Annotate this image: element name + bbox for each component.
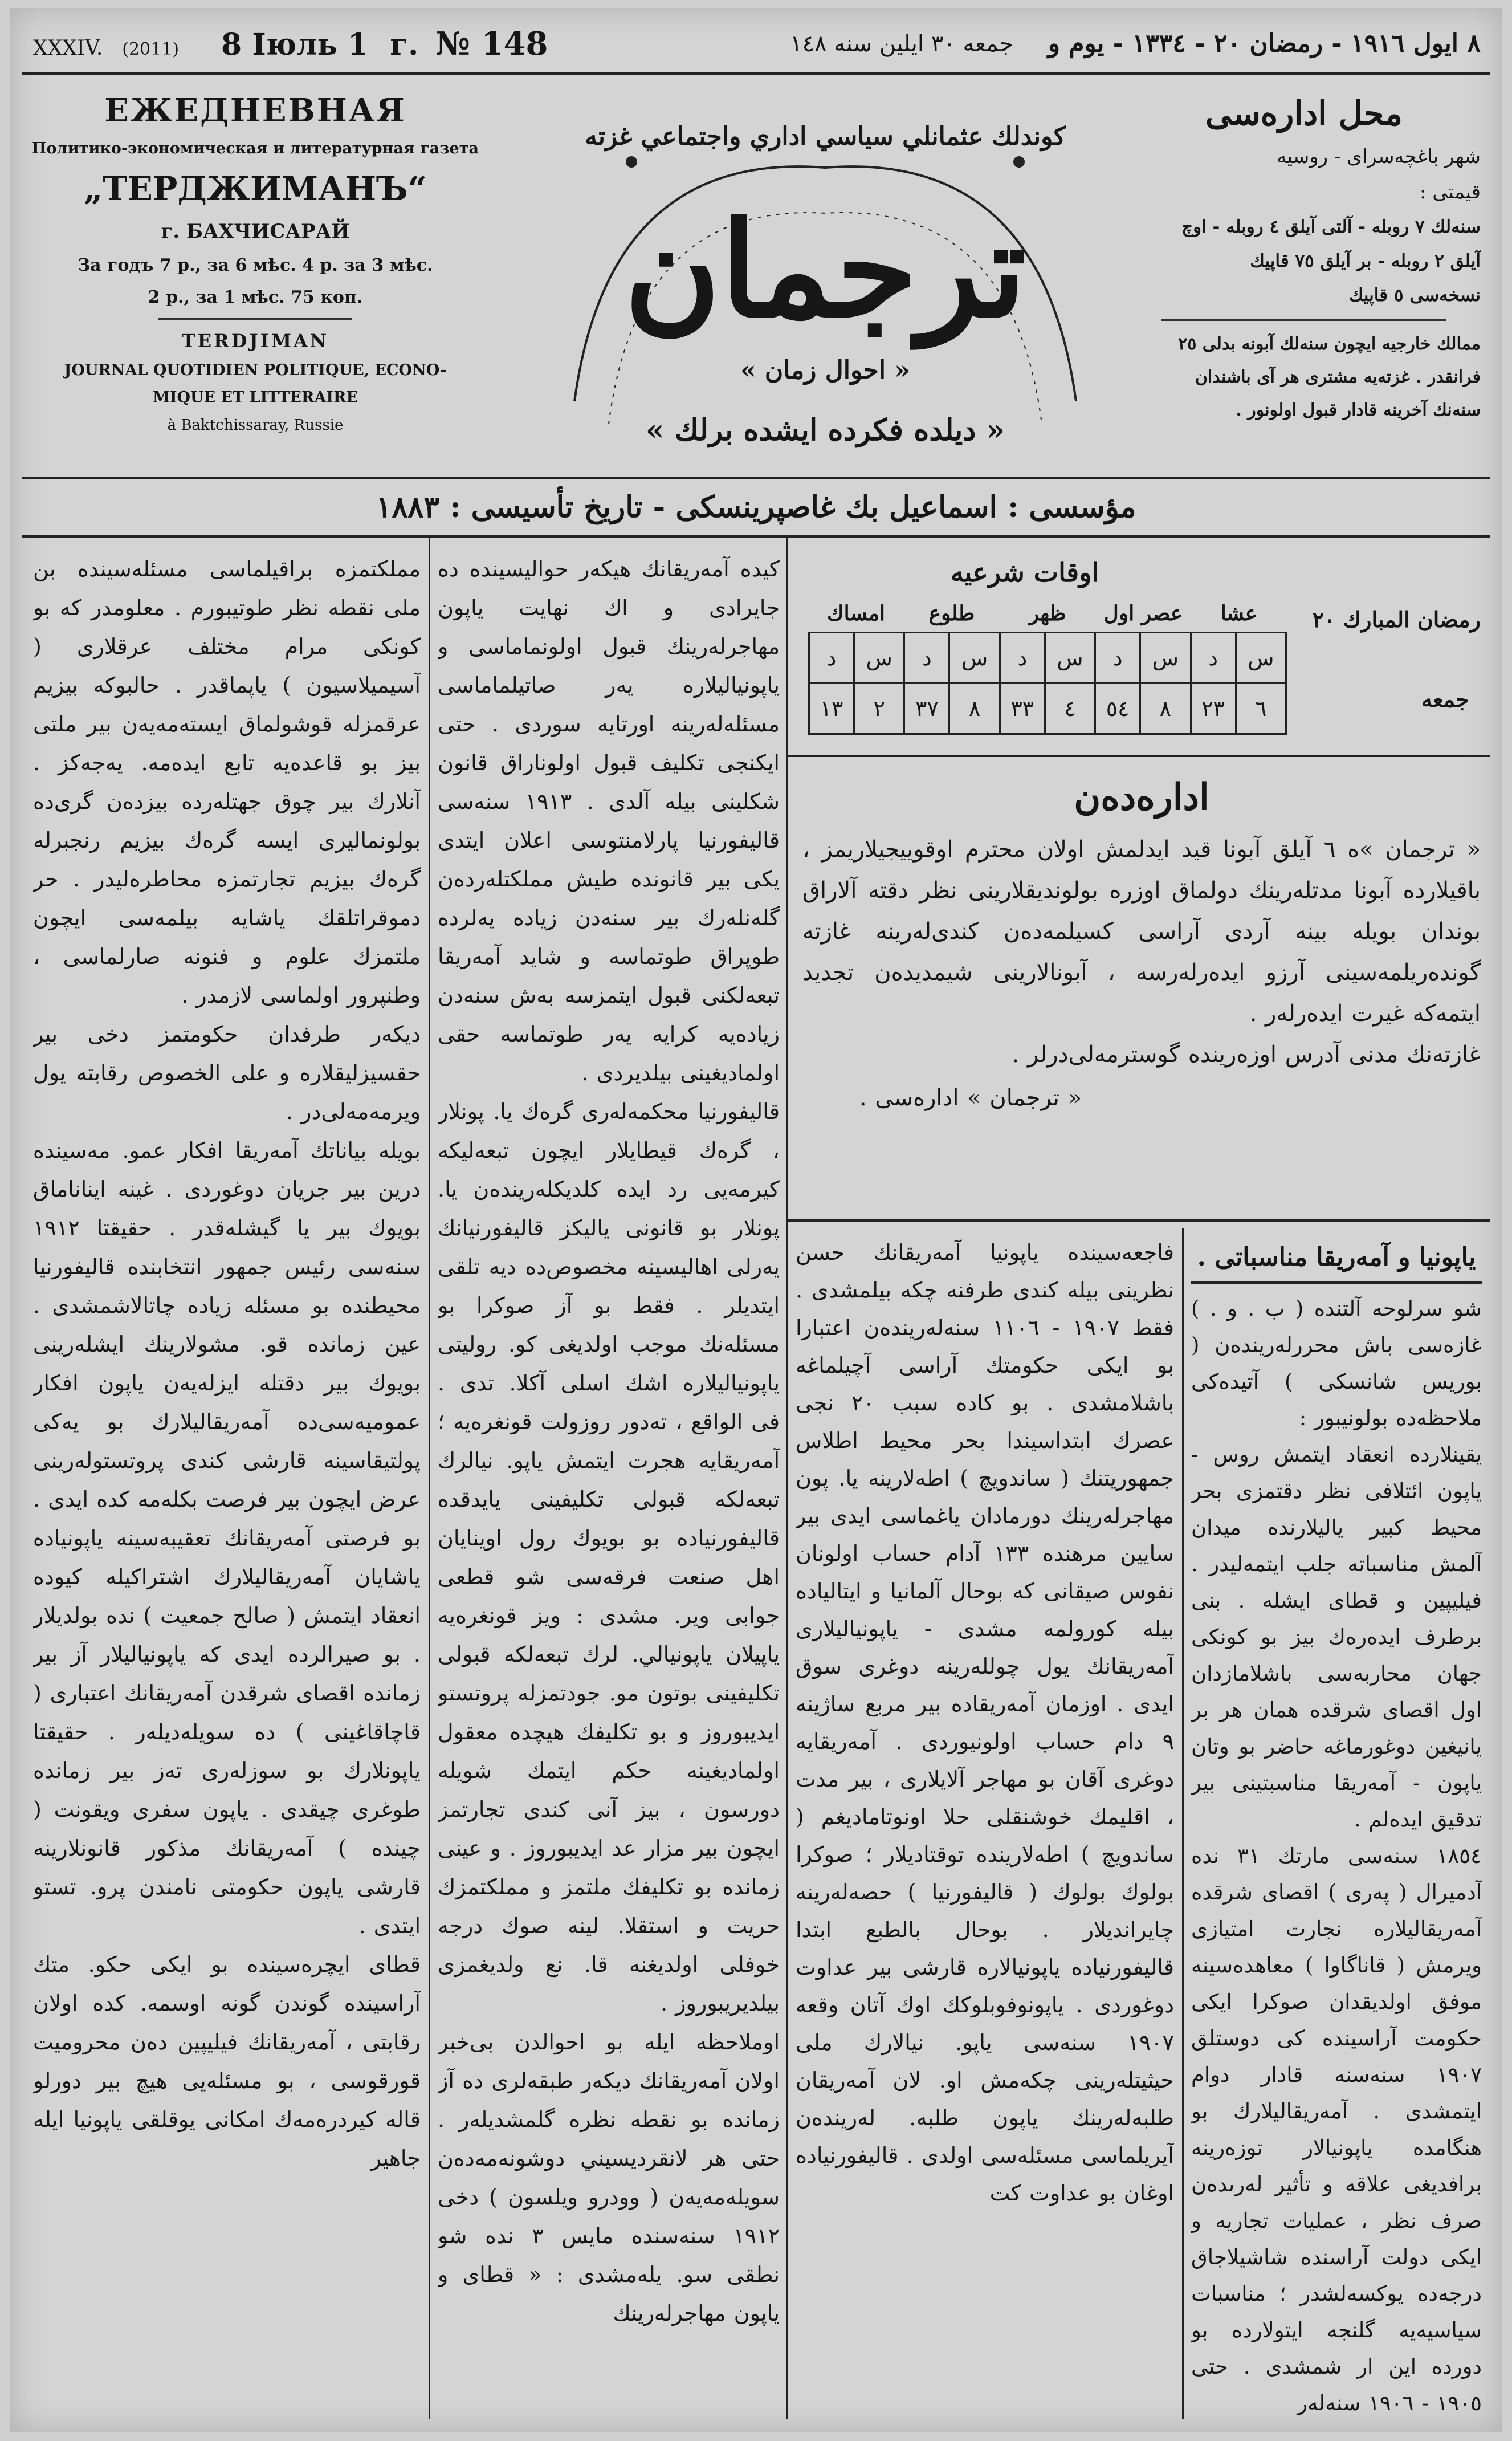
column-4-para-2: ديكەر طرفدان حكومتمز دخى بير حقسيزليقلاره و على الخصوص رقابته يول ويرمه‌مه‌لى‌در . bbox=[33, 1022, 421, 1124]
article-para-3: ١٨٥٤ سنه‌سى مارتك ٣١ نده آدميرال ( پەرى ) اقصاى شرقده آمه‌ريقاليلاره نجارت امتيازى ويرمش ( قاناگاوا ) معاهدەسينه موفق اولديقدان صوكرا ايكى حكومت آراسينده كى دوستلق ١٩٠٧ سنه‌سنه قادار دوام ايتمشدى . آمەريقاليلارك بو هنگامده ياپونيالار توزەرينه برافديغى علاقه و تأثير لەرىدەن صرف نظر ، عمليات تجاريه و ايكى دولت آراسنده شاشيلاجاق درجه‌ده يوكسه‌لشدر ؛ مناسبات سياسيه‌يه گلنجه ايتولارده بو دورده اين ار شمشدى . حتى ١٩٠٥ - ١٩٠٦ سنه‌لەر bbox=[1191, 1844, 1482, 2415]
header-imsak: امساك bbox=[826, 601, 886, 625]
price-title: قيمتى : bbox=[1419, 181, 1481, 204]
column-4-para-1: مملكتمزه براقيلماسى مسئلەسينده بن ملى نقطه نظر طوتيبورم . معلومدر كه بو كونكى مرام مختلف عرقلارى ( آسيميلاسيون ) ياپماقدر . حالبوكه بيزيم عرقمزله قوشولماق ايستەمه‌يەن بير ملتى بيز بو قاعدەيه تابع ايدەمه. يه‌جه‌كز . آنلارك بير چوق جهتلەرده بيزدەن گرى‌ده بولونماليرى ايسه گرەك بيزيم رنجبرله گرەك بيزيم تجارتمزه محاطرەليدر . حر دموقراتلقك ياشايه بيلمه‌سى ايچون ملتمزك علوم و فنونه صارلماسى ، وطنپرور اولماسى لازمدر . bbox=[33, 556, 421, 1008]
office-title: محل ادارەسى bbox=[1205, 94, 1403, 133]
dateline-right: ٨ ايول ١٩١٦ - رمضان ٢٠ - ١٣٣٤ - يوم و bbox=[1048, 29, 1481, 58]
column-rule-3 bbox=[1182, 1228, 1184, 2419]
masthead-logo bbox=[540, 82, 1110, 481]
unit-cell: س bbox=[1236, 633, 1286, 684]
notice-rule-bottom bbox=[788, 1219, 1490, 1222]
masthead-price-ru-2: 2 р., за 1 мѣс. 75 коп. bbox=[148, 287, 363, 307]
price-line-1: سنه‌لك ٧ روبله - آلتى آيلق ٤ روبله - اوچ bbox=[1181, 217, 1481, 237]
masthead-daily: ЕЖЕДНЕВНАЯ bbox=[104, 92, 406, 129]
notice-body: « ترجمان »ه ٦ آيلق آبونا قيد ايدلمش اولان محترم اوقوييجيلاريمز ، باقيلارده آبونا مدتلەرينك دولماق اوزرە بولونديقلارينى نظر دقته آلاراق بوندان بويله بينه آردى آراسى كسيلمه‌دەن كندى‌لەرينه غازته گوندەريلمه‌سينى آرزو ايدەرلەرسه ، آبونالارينى شيمديدەن تجديد ايتمه‌كه غيرت ايدەرلەر . bbox=[802, 836, 1481, 1027]
article-para-1: شو سرلوحه آلتنده ( ب . و . ) غازەسى باش محررلەريندەن ( بوريس شانسكى ) آتيدەكى ملاحظه‌دە بولونيبور : bbox=[1191, 1296, 1482, 1430]
price-line-3: نسخه‌سى ٥ قاپيك bbox=[1348, 285, 1481, 306]
masthead-left bbox=[27, 88, 483, 439]
prayer-title: اوقات شرعيه bbox=[950, 557, 1099, 588]
foreign-line-3: سنه‌نك آخرينه قادار قبول اولونور . bbox=[1236, 400, 1481, 420]
value-cell: ٤ bbox=[1045, 684, 1095, 734]
newspaper-page bbox=[10, 8, 1502, 2432]
article-japan-america bbox=[1191, 1234, 1482, 2419]
notice-signature: « ترجمان » ادارەسى . bbox=[859, 1085, 1082, 1111]
masthead-subtitle-fr-1: JOURNAL QUOTIDIEN POLITIQUE, ECONO- bbox=[64, 361, 447, 379]
unit-cell: د bbox=[904, 633, 949, 684]
issue-small: (2011) bbox=[122, 39, 180, 59]
unit-cell: د bbox=[1191, 633, 1236, 684]
value-cell: ٣٣ bbox=[1000, 684, 1045, 734]
foreign-line-2: فرانقدر . غزته‌يه مشترى هر آى باشندان bbox=[1195, 367, 1481, 387]
value-cell: ٢٣ bbox=[1191, 684, 1236, 734]
column-3-para-2: قاليفورنيا محكمه‌لەرى گرەك يا. پونلار ، گرەك قيطايلار ايچون تبعەليكه كيرمه‌يى رد ايده كلديكلەريندەن يا. پونلار بو قانونى ياليكز قاليفورنيانك يەرلى اهاليسينه مخصوص‌ده ديه تلقى ايتديلر . فقط بو آز صوكرا بو مسئلەنك موجب اولديغى كو. روليتى ياپونياليلاره اشك اسلى آكلا. تدى . فى الواقع ، تەدور روزولت قونغرەيه ؛ آمەريقايه هجرت ايتمش ياپو. نيالرك تبعه‌لكه قبولى تكليفينى يا‌يدقده قاليفورنياده بو بويوك رول اوينايان اهل صنعت فرقه‌سى شو قطعى جوابى وير. مشدى : ويز قونغرەيه ياپيلان ياپونيالي‌. لرك تبعه‌لكه قبولى تكليفينى بوتون مو. جودتمزله پروتستو ايديبوروز و بو تكليفك هيچده معقول اولماديغينه حكم ايتمك‌ شويله دورسون ، بيز آنى كندى تجارتمز ايچون بير مزار عد ايديبوروز . و عينى زمانده بو تكليفك ملتمز و مملكتمزك حريت و استقلا. لينه صوك درجه خوفلى اولديغنه قا. نع ولديغمزى بيلديريبوروز . bbox=[438, 1099, 780, 2016]
logo-motto: « ديلده فكرده ايشده برلك » bbox=[645, 413, 1005, 447]
notice-heading: ادارەدەن bbox=[1074, 776, 1209, 819]
value-cell: ٣٧ bbox=[904, 684, 949, 734]
header-tulu: طلوع bbox=[928, 601, 975, 625]
unit-cell: س bbox=[949, 633, 1000, 684]
masthead-price-ru-1: За годъ 7 р., за 6 мѣс. 4 р. за 3 мѣс. bbox=[78, 255, 433, 275]
issue-number: № 148 bbox=[435, 25, 548, 63]
right-masthead-divider bbox=[1161, 319, 1446, 321]
column-3-para-3: اوملاحظه ايله بو احوالدن بى‌خبر اولان آمەريقانك ديكەر طبقەلرى ده آز زمانده بو نقطه نظره گلمشديلەر . حتى هر لانقرديسيني دوشونەمه‌دەن سويلەمه‌يەن ( وودرو ويلسون ) دخى ١٩١٢ سنه‌سنده مايس ٣ نده شو نطقى سو. يله‌مشدى : « قطاى و ياپون مهاجرلەرينك bbox=[438, 2029, 780, 2326]
masthead-right bbox=[1127, 88, 1481, 427]
column-4-para-3: بويله بياناتك آمەريقا افكار عمو. مه‌سينده درين بير جريان دوغوردى . غينه ايناناماق بويوك بير يا گيشلەقدر . حقيقتا ١٩١٢ سنه‌سى رئيس جمهور انتخابنده قاليفورنيا محيطنده بو مسئله زياده چاتالاشمشدى . عين زمانده قو. مشولارينك ايشلەرينى بويوك بير دقتله ايزلەيەن ياپون افكار عموميه‌سى‌ده آمەريقاليلارك بو يەكى پولتيقاسينه قارشى كندى پروتستولەرينى عرض ايچون بير فرصت بكلەمه كده ايدى . بو فرصتى آمەريقانك تعقيبه‌سينه ياپونياده ياشايان آمەريقاليلارك اشتراكيله كيوده انعقاد ايتمش ( صالح جمعيت ) نده بولديلار . بو صيرالرده ايدى كه ياپونياليلار آز بير زمانده اقصاى شرقدن آمەريقانك اعتبارى ( قاچاقاغينى ) ده سويله‌ديلەر . حقيقتا ياپونلارك بو سوزلەرى تەز بير زمانده طوغرى چيقدى . ياپون سفرى ويقونت ( چينده ) آمەريقانك مذكور قانونلارينه قارشى ياپون حكومتى نامندن پرو. تستو ايتدى . bbox=[33, 1138, 421, 1938]
founder-rule-bottom bbox=[22, 535, 1490, 538]
masthead-city-fr: à Baktchissaray, Russie bbox=[167, 417, 344, 434]
column-4-para-4: قطاى ايچرەسينده بو ايكى حكو. متك آراسينده گوندن گونه اوسمه. كده اولان رقابتى ، آمەريقانك فيليپين دەن محروميت قورقوسى ، بو مسئله‌يى هيچ بير دورلو قاله كيردرەمه‌‌‌ك امكانى يوقلقى ياپونيا ايله جاهير bbox=[33, 1952, 421, 2171]
price-line-2: آيلق ٢ روبله - بر آيلق ٧٥ قاپيك bbox=[1250, 251, 1481, 271]
office-address: شهر باغچه‌سراى - روسيه bbox=[1277, 145, 1481, 168]
prayer-day: رمضان المبارك ٢٠ bbox=[1312, 607, 1481, 632]
masthead-subtitle-fr-2: MIQUE ET LITTERAIRE bbox=[152, 389, 358, 406]
column-3-para-1: كيده آمەريقانك هيكەر حواليسينده ده جايرادى و اك نهايت ياپون مهاجرلەرينك قبول اولونماماسى و ياپونياليلاره يەر صاتيلماماسى مسئلەلەرينه اورتايه سوردى . حتى ايكنجى تكليف قبول اولوناراق قانون شكلينى بيله آلدى . ١٩١٣ سنه‌سى قاليفورنيا پارلامنتوسى اعلان ايتدى يكى بير قانونده طيش مملكتلەردەن گله‌نلەرك بير سنه‌دن زياده يەلرده طوپراق طوتماسه و شايد آمەريقا تبعەلكنى قبول ايتمزسه بەش سنه‌دن زيادەيه كرايه يەر طوتماسه حقى اولماديغينى بيلديردى . bbox=[438, 556, 780, 1085]
dateline-left bbox=[33, 18, 706, 70]
issue-volume: XXXIV. bbox=[33, 36, 103, 60]
foreign-line-1: ممالك خارجيه ايچون سنه‌لك آبونه بدلى ٢٥ bbox=[1178, 334, 1481, 354]
prayer-times-box bbox=[808, 550, 1481, 735]
date-ru: 8 Іюль 1 bbox=[221, 27, 369, 62]
notice-address: غازتەنك مدنى آدرس اوزەرينده گوسترمه‌لى‌درلر . bbox=[1012, 1042, 1481, 1068]
prayer-values-row bbox=[809, 684, 1286, 734]
header-asr: عصر اول bbox=[1103, 601, 1183, 625]
value-cell: ٥٤ bbox=[1095, 684, 1140, 734]
column-2-lower bbox=[796, 1234, 1174, 2419]
column-4 bbox=[33, 550, 421, 2419]
founder-rule-top bbox=[22, 477, 1490, 479]
column-3 bbox=[438, 550, 780, 2419]
masthead-subtitle-ru: Политико-экономическая и литературная газета bbox=[32, 140, 479, 157]
value-cell: ٨ bbox=[949, 684, 1000, 734]
prayer-table bbox=[808, 632, 1287, 735]
prayer-rule bbox=[788, 755, 1490, 757]
masthead-name-ru: „ТЕРДЖИМАНЪ“ bbox=[84, 169, 427, 208]
value-cell: ٨ bbox=[1140, 684, 1191, 734]
masthead-name-fr: TERDJIMAN bbox=[181, 330, 329, 352]
dateline-rule bbox=[22, 72, 1490, 75]
prayer-headers bbox=[808, 595, 1287, 632]
column-2-text: فاجعه‌سينده ياپونيا آمەريقانك حسن نظرينى بيله كندى طرفنه چكه بيلمشدى . فقط ١٩٠٧ - ١١٠٦ سنه‌لەريندەن اعتبارا بو ايكى حكومتك آراسى آچيلماغه باشلامشدى . بو كاده سبب ٢٠ نجى عصرك ابتداسيندا بحر محيط اطلاس جمهوريتنك ( ساندويچ ) اطەلارينه يا. پون مهاجرلەرينك دورمادان ياغماسى ايدى بير سايين مرهنده ١٣٣ آدام حساب اولونان نفوس صيقانى كه بوحال آلمانيا و ايتاليادە بيله كورولمه مشدى - ياپونياليلارى آمەريقانك يول چوللەرينه دوغرى سوق ايدى . اوزمان آمەريقاده بير مربع ساژينه ٩ دام حساب اولونيوردى . آمەريقايه دوغرى آقان بو مهاجر آلايلارى ، بير مدت ، اقليمك خوشنقلى حلا اونوتاماديغم ( ساندويچ ) اطەلارينده توقتاديلار ؛ صوكرا بولوك بولوك ( قاليفورنيا ) حصەلەرينه چايرانديلار . بوحال بالطبع ابتدا قاليفورنياده ياپونيالاره قارشى بير عداوت دوغوردى . ياپونوفوبلوكك اوك آتان وقعه ١٩٠٧ سنه‌سى ياپو. نيالارك ملى حيثيتلەرينى چكه‌مش او. لان آمەريقان طلبه‌لەرينك ياپون طلبه. لەريندەن آيريلماسى مسئلەسى اولدى . قاليفورنياده اوغان بو عداوت كت bbox=[796, 1240, 1174, 2206]
unit-cell: د bbox=[1095, 633, 1140, 684]
value-cell: ١٣ bbox=[809, 684, 854, 734]
article-para-2: يقينلارده انعقاد ايتمش روس - ياپون ائتلافى نظر دقتمزى بحر محيط كبير ياليلارنده ميدان آلمش مناسباته جلب ايتمه‌ليدر . فيليپين و قطاى ايشله . بنى برطرف ايدەرەك بيز بو كونكى جهان محاربه‌سى باشلامازدان اول اقصاى شرقده همان هر بر يانيغين دوغورماغه حاضر بو وتان ياپون - آمەريقا مناسبتينى بير تدقيق ايدەلم . bbox=[1191, 1442, 1482, 1832]
prayer-units-row bbox=[809, 633, 1286, 684]
column-rule-1 bbox=[429, 538, 430, 2419]
unit-cell: س bbox=[854, 633, 904, 684]
unit-cell: د bbox=[809, 633, 854, 684]
masthead-city-ru: г. БАХЧИСАРАЙ bbox=[161, 220, 350, 243]
value-cell: ٢ bbox=[854, 684, 904, 734]
header-isha: عشا bbox=[1220, 601, 1258, 625]
office-notice bbox=[802, 766, 1481, 1217]
article-heading: ياپونيا و آمەريقا مناسباتى . bbox=[1191, 1234, 1482, 1284]
prayer-weekday: جمعه bbox=[1421, 686, 1469, 712]
founder-line: مؤسسى : اسماعيل بك غاصپرينسكى - تاريخ تأسيسى : ١٨٨٣ bbox=[376, 490, 1136, 524]
logo-arc-text: كوندلك عثمانلي سياسي اداري واجتماعي غزته bbox=[585, 122, 1066, 151]
masthead-divider bbox=[158, 318, 352, 320]
logo-title: ترجمان bbox=[624, 193, 1026, 347]
year-suffix: г. bbox=[390, 27, 419, 62]
unit-cell: س bbox=[1045, 633, 1095, 684]
value-cell: ٦ bbox=[1236, 684, 1286, 734]
unit-cell: س bbox=[1140, 633, 1191, 684]
column-rule-2 bbox=[786, 538, 788, 2419]
logo-subtitle: « احوال زمان » bbox=[740, 356, 910, 385]
unit-cell: د bbox=[1000, 633, 1045, 684]
dateline-center: جمعه ٣٠ ايلين سنه ١٤٨ bbox=[790, 31, 1013, 57]
header-zuhr: ظهر bbox=[1029, 601, 1066, 625]
